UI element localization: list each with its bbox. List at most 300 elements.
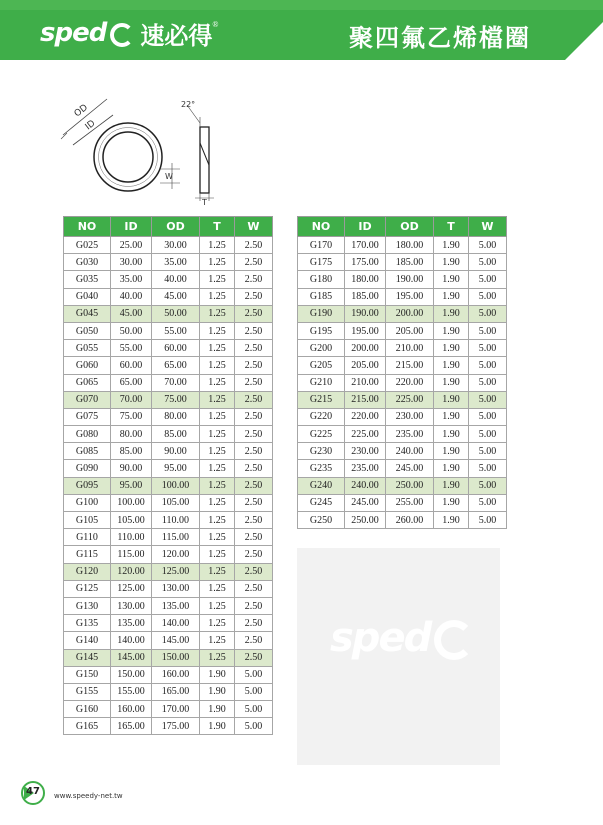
cell-od: 140.00 <box>152 615 200 632</box>
table-row <box>64 460 273 477</box>
cell-no: G195 <box>298 322 345 339</box>
page-number: 47 <box>26 786 40 797</box>
cell-od: 100.00 <box>152 477 200 494</box>
cell-no: G210 <box>298 374 345 391</box>
cell-id: 65.00 <box>111 374 152 391</box>
table-row <box>64 666 273 683</box>
cell-t: 1.25 <box>200 632 235 649</box>
cell-t: 1.25 <box>200 322 235 339</box>
cell-id: 230.00 <box>345 443 386 460</box>
table-row <box>298 340 507 357</box>
cell-no: G170 <box>298 237 345 254</box>
cell-id: 55.00 <box>111 340 152 357</box>
cell-t: 1.25 <box>200 305 235 322</box>
cell-id: 120.00 <box>111 563 152 580</box>
cell-od: 125.00 <box>152 563 200 580</box>
cell-id: 210.00 <box>345 374 386 391</box>
cell-od: 150.00 <box>152 649 200 666</box>
cell-id: 80.00 <box>111 426 152 443</box>
cell-t: 1.25 <box>200 477 235 494</box>
cell-no: G240 <box>298 477 345 494</box>
cell-t: 1.90 <box>434 477 469 494</box>
cell-no: G090 <box>64 460 111 477</box>
table-row <box>64 271 273 288</box>
cell-no: G205 <box>298 357 345 374</box>
cell-w: 2.50 <box>235 632 273 649</box>
cell-id: 180.00 <box>345 271 386 288</box>
table-row <box>298 374 507 391</box>
cell-od: 115.00 <box>152 529 200 546</box>
cell-no: G110 <box>64 529 111 546</box>
brand-logo <box>40 18 218 48</box>
cell-od: 245.00 <box>386 460 434 477</box>
table-row <box>298 288 507 305</box>
cell-id: 205.00 <box>345 357 386 374</box>
cell-t: 1.25 <box>200 254 235 271</box>
cell-id: 45.00 <box>111 305 152 322</box>
cell-w: 2.50 <box>235 237 273 254</box>
cell-no: G215 <box>298 391 345 408</box>
cell-id: 40.00 <box>111 288 152 305</box>
cell-w: 2.50 <box>235 305 273 322</box>
col-header-t: T <box>200 217 235 237</box>
cell-od: 170.00 <box>152 701 200 718</box>
cell-w: 5.00 <box>235 666 273 683</box>
cell-id: 105.00 <box>111 512 152 529</box>
cell-id: 155.00 <box>111 683 152 700</box>
cell-id: 225.00 <box>345 426 386 443</box>
table-row <box>64 443 273 460</box>
cell-id: 135.00 <box>111 615 152 632</box>
cell-od: 250.00 <box>386 477 434 494</box>
page-number-badge <box>20 780 46 806</box>
cell-w: 2.50 <box>235 357 273 374</box>
table-row <box>298 305 507 322</box>
cell-no: G115 <box>64 546 111 563</box>
table-row <box>298 477 507 494</box>
table-row <box>64 597 273 614</box>
cell-w: 5.00 <box>469 477 507 494</box>
cell-no: G180 <box>298 271 345 288</box>
cell-w: 2.50 <box>235 391 273 408</box>
cell-id: 95.00 <box>111 477 152 494</box>
cell-t: 1.25 <box>200 391 235 408</box>
cell-od: 240.00 <box>386 443 434 460</box>
registered-mark: ® <box>212 20 219 29</box>
cell-no: G225 <box>298 426 345 443</box>
cell-w: 2.50 <box>235 597 273 614</box>
cell-w: 5.00 <box>235 701 273 718</box>
cell-no: G065 <box>64 374 111 391</box>
cell-w: 5.00 <box>235 718 273 735</box>
footer-url: www.speedy-net.tw <box>54 792 123 800</box>
cell-no: G105 <box>64 512 111 529</box>
cell-no: G250 <box>298 512 345 529</box>
col-header-w: W <box>469 217 507 237</box>
table-row <box>298 391 507 408</box>
cell-no: G095 <box>64 477 111 494</box>
cell-id: 30.00 <box>111 254 152 271</box>
cell-id: 150.00 <box>111 666 152 683</box>
cell-t: 1.90 <box>434 408 469 425</box>
footer <box>20 780 123 806</box>
cell-id: 190.00 <box>345 305 386 322</box>
table-row <box>298 460 507 477</box>
cell-no: G220 <box>298 408 345 425</box>
cell-w: 5.00 <box>469 254 507 271</box>
cell-od: 230.00 <box>386 408 434 425</box>
table-row <box>64 580 273 597</box>
cell-t: 1.90 <box>434 494 469 511</box>
cell-od: 50.00 <box>152 305 200 322</box>
cell-od: 235.00 <box>386 426 434 443</box>
cell-no: G155 <box>64 683 111 700</box>
cell-no: G040 <box>64 288 111 305</box>
table-body <box>64 237 273 735</box>
cell-w: 5.00 <box>469 391 507 408</box>
cell-od: 55.00 <box>152 322 200 339</box>
cell-t: 1.25 <box>200 460 235 477</box>
cell-no: G135 <box>64 615 111 632</box>
cell-no: G160 <box>64 701 111 718</box>
cell-od: 95.00 <box>152 460 200 477</box>
cell-t: 1.90 <box>434 288 469 305</box>
cell-od: 130.00 <box>152 580 200 597</box>
cell-id: 250.00 <box>345 512 386 529</box>
cell-id: 25.00 <box>111 237 152 254</box>
cell-id: 185.00 <box>345 288 386 305</box>
cell-t: 1.25 <box>200 494 235 511</box>
cell-od: 105.00 <box>152 494 200 511</box>
cell-t: 1.90 <box>200 683 235 700</box>
cell-w: 2.50 <box>235 408 273 425</box>
table-row <box>298 494 507 511</box>
cell-w: 2.50 <box>235 529 273 546</box>
table-row <box>64 477 273 494</box>
cell-t: 1.25 <box>200 529 235 546</box>
cell-od: 65.00 <box>152 357 200 374</box>
cell-t: 1.90 <box>434 426 469 443</box>
cell-w: 2.50 <box>235 288 273 305</box>
cell-no: G030 <box>64 254 111 271</box>
table-header-row <box>64 217 273 237</box>
cell-t: 1.90 <box>200 666 235 683</box>
table-row <box>64 718 273 735</box>
od-label: OD <box>72 102 90 120</box>
cell-w: 2.50 <box>235 460 273 477</box>
cell-od: 165.00 <box>152 683 200 700</box>
cell-t: 1.90 <box>434 357 469 374</box>
cell-od: 195.00 <box>386 288 434 305</box>
cell-id: 175.00 <box>345 254 386 271</box>
cell-od: 40.00 <box>152 271 200 288</box>
table-header-row <box>298 217 507 237</box>
table-row <box>64 391 273 408</box>
cell-no: G100 <box>64 494 111 511</box>
watermark-logo <box>330 615 474 661</box>
cell-od: 30.00 <box>152 237 200 254</box>
table-row <box>298 512 507 529</box>
cell-id: 110.00 <box>111 529 152 546</box>
cell-w: 5.00 <box>469 494 507 511</box>
table-row <box>298 443 507 460</box>
table-row <box>64 408 273 425</box>
cell-id: 60.00 <box>111 357 152 374</box>
cell-no: G120 <box>64 563 111 580</box>
table-row <box>298 254 507 271</box>
cell-no: G125 <box>64 580 111 597</box>
cell-w: 2.50 <box>235 512 273 529</box>
col-header-od: OD <box>152 217 200 237</box>
cell-t: 1.25 <box>200 563 235 580</box>
cell-t: 1.90 <box>434 391 469 408</box>
id-label: ID <box>83 118 98 133</box>
cell-id: 165.00 <box>111 718 152 735</box>
table-row <box>64 322 273 339</box>
cell-od: 45.00 <box>152 288 200 305</box>
cell-id: 160.00 <box>111 701 152 718</box>
cell-t: 1.25 <box>200 597 235 614</box>
cell-no: G045 <box>64 305 111 322</box>
cell-id: 240.00 <box>345 477 386 494</box>
table-row <box>64 357 273 374</box>
cell-no: G130 <box>64 597 111 614</box>
col-header-w: W <box>235 217 273 237</box>
table-row <box>298 271 507 288</box>
cell-no: G165 <box>64 718 111 735</box>
page-title: 聚四氟乙烯檔圈 <box>349 24 531 52</box>
cell-t: 1.90 <box>434 271 469 288</box>
cell-t: 1.25 <box>200 237 235 254</box>
cell-no: G200 <box>298 340 345 357</box>
cell-no: G145 <box>64 649 111 666</box>
table-row <box>64 615 273 632</box>
cell-w: 5.00 <box>469 374 507 391</box>
cell-no: G175 <box>298 254 345 271</box>
cell-t: 1.25 <box>200 426 235 443</box>
cell-no: G150 <box>64 666 111 683</box>
brand-c-icon <box>110 23 134 47</box>
header-banner <box>0 0 603 60</box>
cell-t: 1.25 <box>200 512 235 529</box>
table-row <box>64 529 273 546</box>
col-header-id: ID <box>345 217 386 237</box>
cell-w: 2.50 <box>235 426 273 443</box>
cell-id: 115.00 <box>111 546 152 563</box>
spec-table-left <box>63 216 273 735</box>
cell-od: 80.00 <box>152 408 200 425</box>
cell-w: 5.00 <box>469 340 507 357</box>
cell-od: 260.00 <box>386 512 434 529</box>
cell-id: 245.00 <box>345 494 386 511</box>
cell-od: 205.00 <box>386 322 434 339</box>
table-row <box>64 563 273 580</box>
cell-od: 190.00 <box>386 271 434 288</box>
cell-od: 255.00 <box>386 494 434 511</box>
cell-id: 130.00 <box>111 597 152 614</box>
cell-od: 60.00 <box>152 340 200 357</box>
cell-w: 2.50 <box>235 322 273 339</box>
watermark-c-icon <box>434 620 474 660</box>
cell-w: 5.00 <box>469 237 507 254</box>
table-row <box>64 701 273 718</box>
cell-od: 145.00 <box>152 632 200 649</box>
cell-w: 5.00 <box>469 460 507 477</box>
cell-no: G070 <box>64 391 111 408</box>
table-row <box>64 683 273 700</box>
cell-w: 2.50 <box>235 443 273 460</box>
cell-id: 75.00 <box>111 408 152 425</box>
cell-od: 185.00 <box>386 254 434 271</box>
cell-w: 2.50 <box>235 546 273 563</box>
cell-t: 1.25 <box>200 546 235 563</box>
cell-w: 5.00 <box>469 271 507 288</box>
cell-w: 2.50 <box>235 649 273 666</box>
cell-w: 5.00 <box>469 305 507 322</box>
cell-w: 5.00 <box>469 426 507 443</box>
col-header-no: NO <box>64 217 111 237</box>
table-row <box>64 237 273 254</box>
cell-no: G050 <box>64 322 111 339</box>
cell-t: 1.90 <box>200 701 235 718</box>
cell-id: 195.00 <box>345 322 386 339</box>
cell-t: 1.90 <box>434 322 469 339</box>
col-header-id: ID <box>111 217 152 237</box>
cell-w: 2.50 <box>235 494 273 511</box>
cell-w: 5.00 <box>469 408 507 425</box>
spec-table-right <box>297 216 507 529</box>
cell-w: 5.00 <box>469 357 507 374</box>
col-header-t: T <box>434 217 469 237</box>
cell-od: 70.00 <box>152 374 200 391</box>
cell-od: 135.00 <box>152 597 200 614</box>
ring-diagram <box>55 95 230 205</box>
cell-id: 125.00 <box>111 580 152 597</box>
cell-w: 2.50 <box>235 254 273 271</box>
cell-w: 2.50 <box>235 374 273 391</box>
cell-id: 215.00 <box>345 391 386 408</box>
cell-w: 5.00 <box>469 512 507 529</box>
table-row <box>64 649 273 666</box>
cell-id: 170.00 <box>345 237 386 254</box>
cell-id: 70.00 <box>111 391 152 408</box>
cell-t: 1.90 <box>434 305 469 322</box>
cell-no: G245 <box>298 494 345 511</box>
brand-latin: sped <box>40 18 107 48</box>
cell-w: 2.50 <box>235 563 273 580</box>
table-row <box>64 426 273 443</box>
cell-w: 2.50 <box>235 477 273 494</box>
table-row <box>64 512 273 529</box>
cell-no: G025 <box>64 237 111 254</box>
cell-id: 145.00 <box>111 649 152 666</box>
cell-id: 100.00 <box>111 494 152 511</box>
col-header-od: OD <box>386 217 434 237</box>
cell-t: 1.25 <box>200 408 235 425</box>
cell-w: 5.00 <box>235 683 273 700</box>
brand-chinese: 速必得 <box>140 20 213 50</box>
cell-t: 1.25 <box>200 615 235 632</box>
table-row <box>298 237 507 254</box>
cell-t: 1.25 <box>200 357 235 374</box>
cell-w: 5.00 <box>469 322 507 339</box>
cell-t: 1.25 <box>200 288 235 305</box>
cell-od: 200.00 <box>386 305 434 322</box>
cell-no: G230 <box>298 443 345 460</box>
cell-id: 85.00 <box>111 443 152 460</box>
table-row <box>64 632 273 649</box>
cell-id: 90.00 <box>111 460 152 477</box>
cell-no: G190 <box>298 305 345 322</box>
col-header-no: NO <box>298 217 345 237</box>
cell-t: 1.90 <box>434 443 469 460</box>
cell-no: G055 <box>64 340 111 357</box>
cell-od: 175.00 <box>152 718 200 735</box>
cell-od: 225.00 <box>386 391 434 408</box>
cell-od: 215.00 <box>386 357 434 374</box>
cell-no: G080 <box>64 426 111 443</box>
watermark-text: sped <box>330 615 431 661</box>
table-row <box>64 305 273 322</box>
cell-w: 2.50 <box>235 580 273 597</box>
cell-id: 235.00 <box>345 460 386 477</box>
table-row <box>64 374 273 391</box>
cell-w: 2.50 <box>235 340 273 357</box>
cell-id: 140.00 <box>111 632 152 649</box>
cell-od: 90.00 <box>152 443 200 460</box>
table-row <box>64 494 273 511</box>
cell-t: 1.90 <box>434 460 469 477</box>
cell-od: 120.00 <box>152 546 200 563</box>
table-row <box>64 546 273 563</box>
cell-od: 35.00 <box>152 254 200 271</box>
table-row <box>298 322 507 339</box>
cell-od: 75.00 <box>152 391 200 408</box>
cell-id: 220.00 <box>345 408 386 425</box>
cell-w: 5.00 <box>469 288 507 305</box>
cell-t: 1.25 <box>200 374 235 391</box>
cell-od: 220.00 <box>386 374 434 391</box>
cell-no: G085 <box>64 443 111 460</box>
cell-t: 1.90 <box>434 512 469 529</box>
table-row <box>64 254 273 271</box>
cell-no: G140 <box>64 632 111 649</box>
cell-t: 1.25 <box>200 340 235 357</box>
cell-od: 160.00 <box>152 666 200 683</box>
cell-no: G035 <box>64 271 111 288</box>
table-row <box>298 426 507 443</box>
cell-w: 2.50 <box>235 271 273 288</box>
cell-id: 35.00 <box>111 271 152 288</box>
table-body <box>298 237 507 529</box>
table-row <box>298 357 507 374</box>
cell-t: 1.25 <box>200 443 235 460</box>
cell-t: 1.90 <box>434 237 469 254</box>
cell-no: G185 <box>298 288 345 305</box>
cell-id: 50.00 <box>111 322 152 339</box>
cell-od: 85.00 <box>152 426 200 443</box>
angle-label: 22° <box>181 100 196 109</box>
cell-t: 1.90 <box>200 718 235 735</box>
cell-t: 1.90 <box>434 254 469 271</box>
cell-no: G075 <box>64 408 111 425</box>
cell-t: 1.25 <box>200 271 235 288</box>
cell-od: 110.00 <box>152 512 200 529</box>
cell-no: G235 <box>298 460 345 477</box>
cell-od: 180.00 <box>386 237 434 254</box>
cell-w: 5.00 <box>469 443 507 460</box>
table-row <box>64 340 273 357</box>
